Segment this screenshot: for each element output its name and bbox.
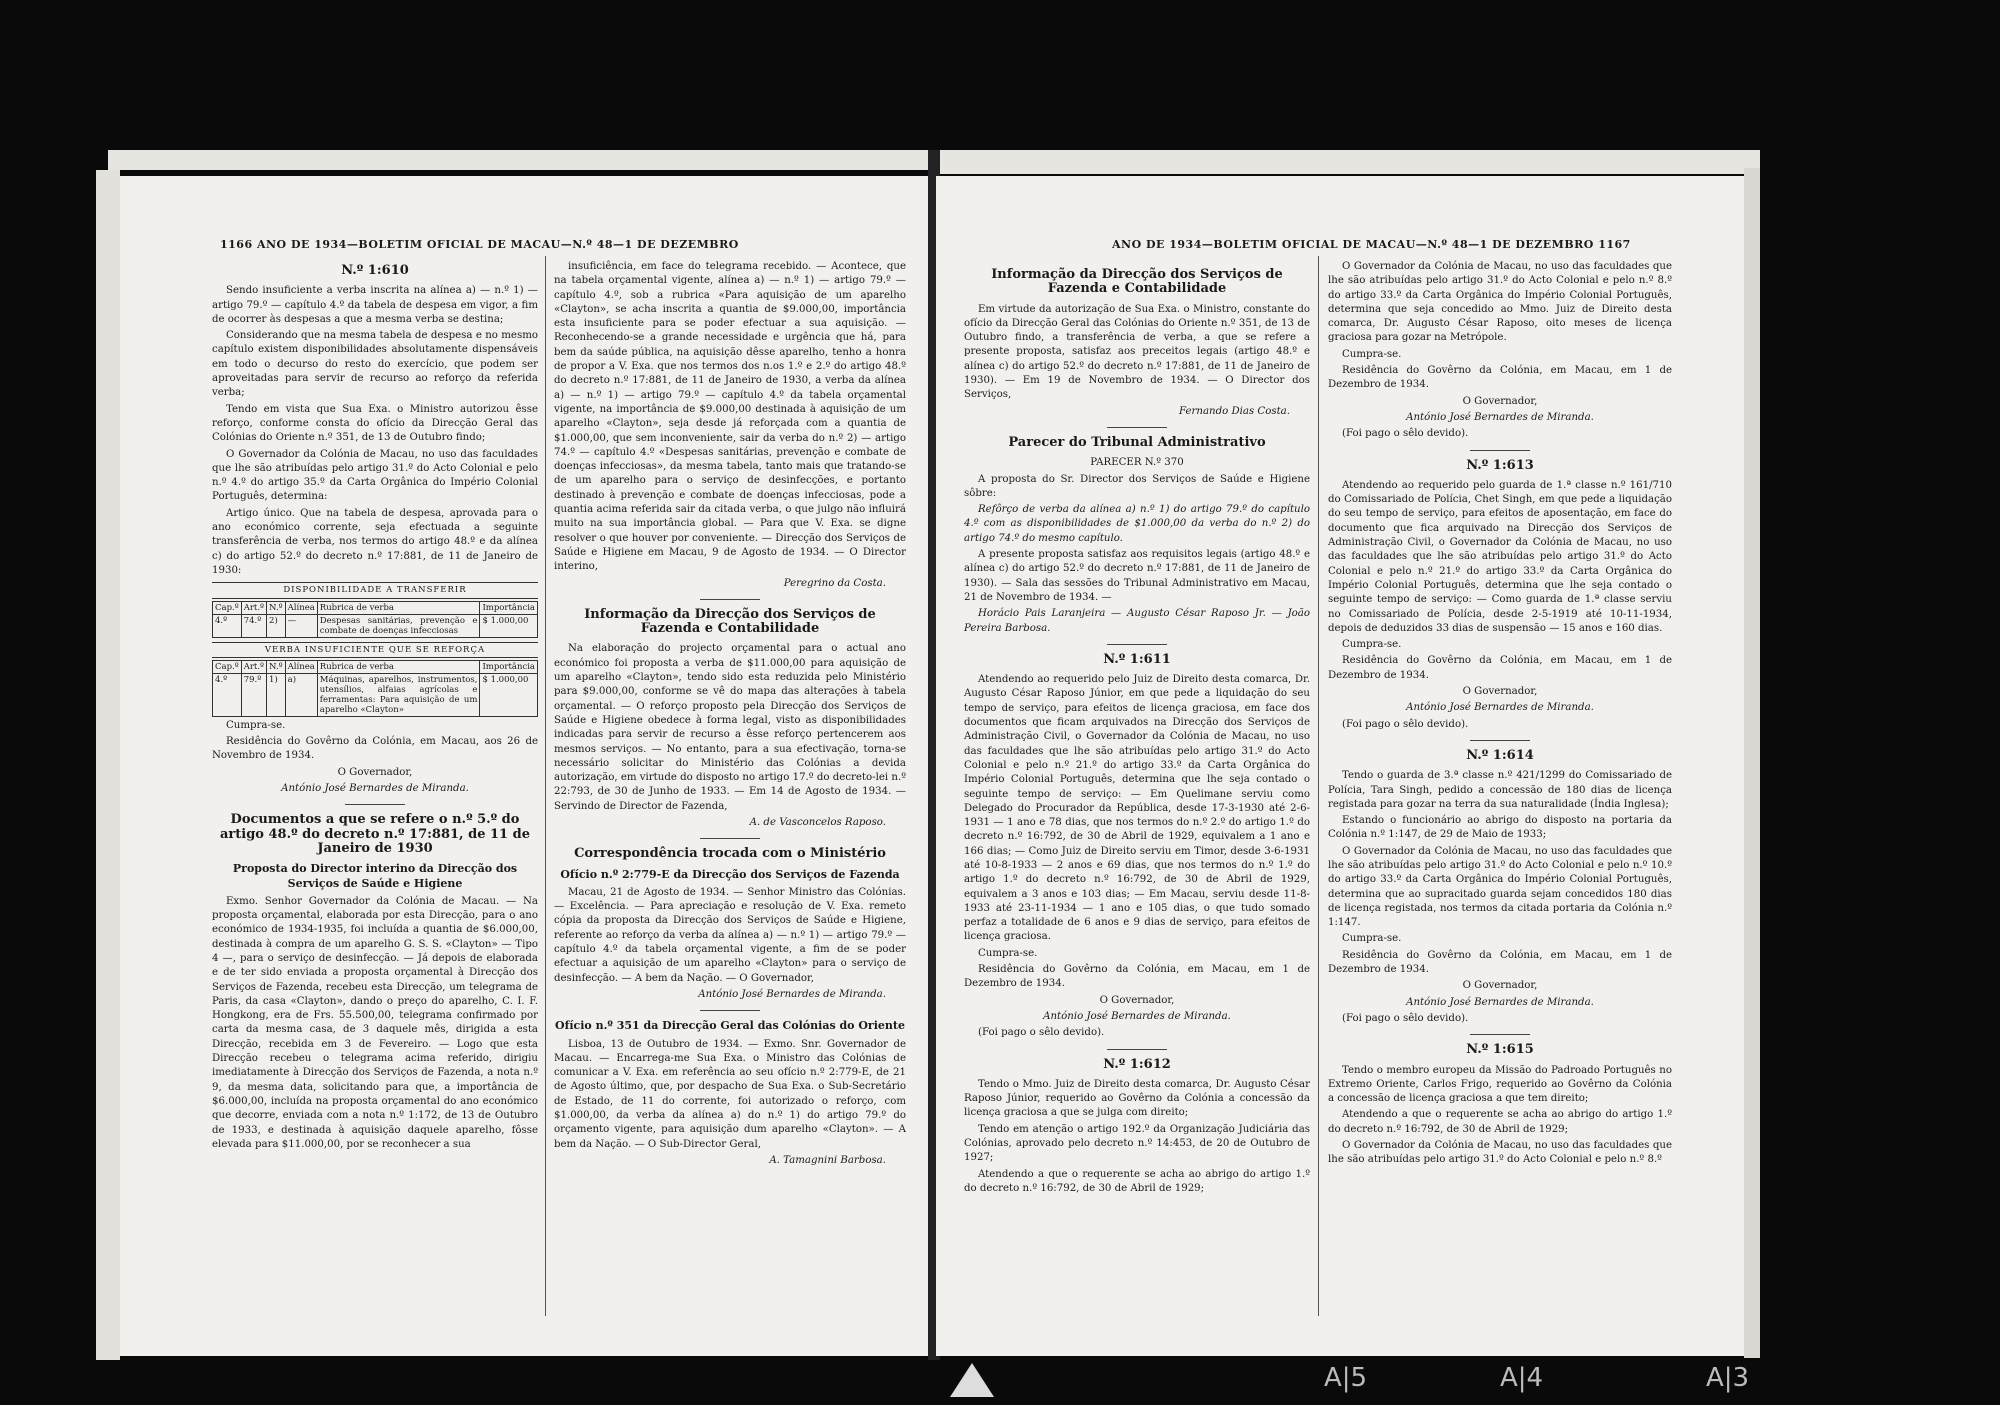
table-cell: 79.º (241, 673, 266, 716)
table-header: Cap.º (213, 601, 242, 614)
reinforce-table (212, 660, 538, 717)
portaria-number: N.º 1:614 (1466, 747, 1534, 763)
subsection-title: Ofício n.º 2:779-E da Direcção dos Serviços de Fazenda (560, 867, 900, 881)
portaria-number: N.º 1:610 (341, 263, 409, 278)
table-cell: 74.º (241, 614, 266, 637)
residence-line: Residência do Govêrno da Colónia, em Macau, em 1 de Dezembro de 1934. (1328, 365, 1672, 391)
right-page (936, 176, 1744, 1356)
signature: António José Bernardes de Miranda. (1406, 411, 1594, 423)
table-caption: DISPONIBILIDADE A TRANSFERIR (212, 582, 538, 598)
paragraph: Macau, 21 de Agosto de 1934. — Senhor Ministro das Colónias. — Excelência. — Para apreciação e resolução de V. Exa. remeto cópia da proposta da Direcção dos Serviços de Saúde e Higiene, referente ao reforço da verba da alínea a) — n.º 1) — artigo 79.º — capítulo 4.º da tabela orçamental vigente, a fim de se poder efectuar a aquisição de um aparelho «Clayton» para o serviço de desinfecção. — A bem da Nação. — O Governador, (554, 886, 906, 984)
paper-stack-edge (940, 150, 1760, 174)
signature: António José Bernardes de Miranda. (1043, 1010, 1231, 1022)
signature: Peregrino da Costa. (783, 577, 886, 589)
paragraph: A presente proposta satisfaz aos requisitos legais (artigo 48.º e alínea c) do artigo 52.º do decreto n.º 17:881, de 11 de Janeiro de 1930). — Sala das sessões do Tribunal Administrativo em Macau, 21 de Novembro de 1934. — (964, 549, 1310, 603)
signature: Fernando Dias Costa. (1178, 405, 1290, 417)
signature: A. de Vasconcelos Raposo. (749, 816, 886, 828)
paragraph: Tendo o Mmo. Juiz de Direito desta comarca, Dr. Augusto César Raposo Júnior, requerido ao Govêrno da Colónia a concessão da licença graciosa a que se julga com direito; (964, 1078, 1310, 1119)
table-row (213, 614, 538, 637)
signature: António José Bernardes de Miranda. (1406, 702, 1594, 714)
table-header: Art.º (241, 601, 266, 614)
portaria-number: N.º 1:615 (1466, 1042, 1534, 1058)
page-header-right: ANO DE 1934—BOLETIM OFICIAL DE MACAU—N.º 48—1 DE DEZEMBRO 1167 (1112, 238, 1631, 251)
residence-line: Residência do Govêrno da Colónia, em Macau, aos 26 de Novembro de 1934. (212, 736, 538, 762)
section-rule (1470, 1034, 1530, 1035)
table-cell: $ 1.000,00 (480, 673, 538, 716)
section-title: Informação da Direcção dos Serviços de Fazenda e Contabilidade (584, 606, 876, 637)
table-cell: 4.º (213, 614, 242, 637)
right-column-2 (1328, 260, 1672, 1170)
paragraph: Estando o funcionário ao abrigo do disposto na portaria da Colónia n.º 1:147, de 29 de Maio de 1933; (1328, 815, 1672, 841)
table-header: Alínea (285, 601, 317, 614)
signature: A. Tamagnini Barbosa. (769, 1154, 886, 1166)
section-rule (1107, 644, 1167, 645)
left-column-1 (212, 260, 538, 1154)
table-header: N.º (267, 660, 286, 673)
cumpra-se: Cumpra-se. (1342, 348, 1402, 360)
section-rule (700, 838, 760, 839)
table-header: N.º (267, 601, 286, 614)
paper-stack-edge (108, 150, 928, 170)
paragraph: Atendendo a que o requerente se acha ao abrigo do artigo 1.º do decreto n.º 16:792, de 30 de Abril de 1929; (1328, 1109, 1672, 1135)
page-header-left: 1166 ANO DE 1934—BOLETIM OFICIAL DE MACAU—N.º 48—1 DE DEZEMBRO (220, 238, 739, 251)
signature: António José Bernardes de Miranda. (281, 783, 469, 795)
table-cell: $ 1.000,00 (480, 614, 538, 637)
paragraph: Atendendo ao requerido pelo Juiz de Direito desta comarca, Dr. Augusto César Raposo Júnior, em que pede a liquidação do seu tempo de serviço, para efeitos de licença graciosa, em face dos documentos que ficam arquivados na Direcção dos Serviços de Administração Civil, o Governador da Colónia de Macau, no uso das faculdades que lhe são atribuídas pelo artigo 31.º do Acto Colonial e pelo n.º 21.º do artigo 33.º da Carta Orgânica do Império Colonial Português, determina que lhe seja contado o seguinte tempo de serviço: — Em Quelimane serviu como Delegado do Procurador da República, desde 17-3-1930 até 2-6-1931 — 1 ano e 78 dias, que nos termos do n.º 2.º do artigo 1.º do decreto n.º 16:792, de 30 de Abril de 1929, equivalem a 1 ano e 166 dias; — Como Juiz de Direito serviu em Timor, desde 3-6-1931 até 10-8-1933 — 2 anos e 69 dias, que nos termos do n.º 1.º do artigo 1.º do decreto n.º 16:792, de 30 de Abril de 1929, equivalem a 3 anos e 103 dias; — Em Macau, serviu desde 11-8-1933 até 23-11-1934 — 1 ano e 105 dias, o que tudo somado perfaz a totalidade de 6 anos e 9 dias de serviço, para efeitos de licença graciosa. (964, 674, 1310, 943)
paragraph: Refôrço de verba da alínea a) n.º 1) do artigo 79.º do capítulo 4.º com as disponibilidades de $1.000,00 da verba do n.º 2) do artigo 74.º do mesmo capítulo. (964, 504, 1310, 544)
table-cell: 1) (267, 673, 286, 716)
frame-mark: A|3 (1706, 1363, 1750, 1393)
paragraph: Sendo insuficiente a verba inscrita na alínea a) — n.º 1) — artigo 79.º — capítulo 4.º da tabela de despesa em vigor, a fim de ocorrer às despesas a que a mesma verba se destina; (212, 285, 538, 325)
section-rule (1470, 740, 1530, 741)
paragraph: Exmo. Senhor Governador da Colónia de Macau. — Na proposta orçamental, elaborada por esta Direcção, para o ano económico de 1934-1935, foi incluída a quantia de $6.000,00, destinada à compra de um aparelho G. S. S. «Clayton» — Tipo 4 —, para o serviço de desinfecção. — Já depois de elaborada e de ter sido enviada a proposta orçamental à Direcção dos Serviços de Fazenda, recebeu esta Direcção, um telegrama de Paris, da casa «Clayton», dando o preço do aparelho, C. I. F. Hongkong, era de Frs. 55.500,00, telegrama confirmado por carta da mesma casa, de 3 daquele mês, dirigida a esta Direcção, recebida em 3 de Fevereiro. — Logo que esta Direcção recebeu o telegrama acima referido, dirigiu imediatamente à Direcção dos Serviços de Fazenda, a nota n.º 9, da mesma data, solicitando para que, a importância de $6.000,00, incluída na proposta orçamental do ano económico que decorre, enviada com a nota n.º 1:172, de 13 de Outubro de 1933, e destinada à aquisição daquele aparelho, fôsse elevada para $11.000,00, por se reconhecer a sua (212, 895, 538, 1150)
left-column-2 (554, 260, 906, 1170)
signature: António José Bernardes de Miranda. (1406, 996, 1594, 1008)
parecer-number: PARECER N.º 370 (1090, 457, 1184, 469)
paragraph: O Governador da Colónia de Macau, no uso das faculdades que lhe são atribuídas pelo artigo 31.º do Acto Colonial e pelo n.º 4.º do artigo 35.º da Carta Orgânica do Império Colonial Português, determina: (212, 448, 538, 503)
paragraph: Artigo único. Que na tabela de despesa, aprovada para o ano económico corrente, seja efectuada a seguinte transferência de verba, nos termos do artigo 48.º e da alínea c) do artigo 52.º do decreto n.º 17:881, de 11 de Janeiro de 1930: (212, 507, 538, 576)
paragraph: Atendendo a que o requerente se acha ao abrigo do artigo 1.º do decreto n.º 16:792, de 30 de Abril de 1929; (964, 1168, 1310, 1194)
column-divider (545, 256, 546, 1316)
triangle-marker-icon (950, 1363, 994, 1397)
table-row (213, 673, 538, 716)
table-header: Importância (480, 660, 538, 673)
table-cell: Máquinas, aparelhos, instrumentos, utensílios, alfaias agrícolas e ferramentas: Para aquisição de um aparelho «Clayton» (317, 673, 480, 716)
stamp-note: (Foi pago o sêlo devido). (1342, 428, 1469, 440)
stamp-note: (Foi pago o sêlo devido). (1342, 718, 1469, 730)
film-footer (0, 1355, 2000, 1405)
paragraph: Em virtude da autorização de Sua Exa. o Ministro, constante do ofício da Direcção Geral das Colónias do Oriente n.º 351, de 13 de Outubro findo, a transferência de verba, a que se refere a presente proposta, satisfaz aos preceitos legais (artigo 48.º e alínea c) do artigo 52.º do decreto n.º 17:881, de 11 de Janeiro de 1930). — Em 19 de Novembro de 1934. — O Director dos Serviços, (964, 303, 1310, 401)
paragraph: Atendendo ao requerido pelo guarda de 1.ª classe n.º 161/710 do Comissariado de Polícia, Chet Singh, em que pede a liquidação do seu tempo de serviço, para efeitos de aposentação, em face do documento que fica arquivado na Direcção dos Serviços de Administração Civil, o Governador da Colónia de Macau, no uso das faculdades que lhe são atribuídas pelo artigo 31.º do Acto Colonial e pelo n.º 21.º do artigo 33.º da Carta Orgânica do Império Colonial Português, determina que lhe seja contado o seguinte tempo de serviço: — Como guarda de 1.ª classe serviu no Comissariado de Polícia, desde 2-5-1919 até 10-11-1934, depois de deduzidos 33 dias de suspensão — 15 anos e 160 dias. (1328, 479, 1672, 634)
paragraph: Tendo em vista que Sua Exa. o Ministro autorizou êsse reforço, conforme consta do ofício da Direcção Geral das Colónias do Oriente n.º 351, de 13 de Outubro findo; (212, 403, 538, 444)
section-rule (1470, 450, 1530, 451)
table-header: Importância (480, 601, 538, 614)
cumpra-se: Cumpra-se. (1342, 639, 1402, 651)
paragraph: Considerando que na mesma tabela de despesa e no mesmo capítulo existem disponibilidades absolutamente dispensáveis em todo o decurso do resto do exercício, que podem ser aproveitadas para servir de recurso ao reforço da referida verba; (212, 330, 538, 399)
governor-title: O Governador, (1462, 395, 1538, 407)
table-header: Art.º (241, 660, 266, 673)
paragraph: O Governador da Colónia de Macau, no uso das faculdades que lhe são atribuídas pelo artigo 31.º do Acto Colonial e pelo n.º 8.º do artigo 33.º da Carta Orgânica do Império Colonial Português, determina que seja concedido ao Mmo. Juiz de Direito desta comarca, Dr. Augusto César Raposo, oito meses de licença graciosa para gozar na Metrópole. (1328, 261, 1672, 344)
section-title: Correspondência trocada com o Ministério (574, 846, 886, 862)
subsection-title: Proposta do Director interino da Direcção dos Serviços de Saúde e Higiene (232, 862, 518, 890)
right-column-1 (964, 260, 1310, 1198)
portaria-number: N.º 1:611 (1103, 651, 1171, 667)
paragraph: Tendo em atenção o artigo 192.º da Organização Judiciária das Colónias, aprovado pelo decreto n.º 14:453, de 20 de Outubro de 1927; (964, 1123, 1310, 1164)
governor-title: O Governador, (1462, 686, 1538, 698)
section-rule (345, 804, 405, 805)
column-divider (1318, 256, 1319, 1316)
signature: Horácio Pais Laranjeira — Augusto César Raposo Jr. — João Pereira Barbosa. (964, 608, 1310, 634)
section-title: Informação da Direcção dos Serviços de Fazenda e Contabilidade (991, 267, 1283, 297)
paragraph: insuficiência, em face do telegrama recebido. — Acontece, que na tabela orçamental vigente, alínea a) — n.º 1) — artigo 79.º — capítulo 4.º, sob a rubrica «Para aquisição de um aparelho «Clayton», se acha inscrita a quantia de $9.000,00, importância esta insuficiente para se poder efectuar a sua aquisição. — Reconhecendo-se a grande necessidade e urgência que há, para bem da saúde pública, na aquisição dêsse aparelho, tenho a honra de propor a V. Exa. que nos termos dos n.os 1.º e 2.º do artigo 48.º do decreto n.º 17:881, de 11 de Janeiro de 1930, a verba da alínea a) — n.º 1) — artigo 79.º — capítulo 4.º da tabela orçamental vigente, na importância de $9.000,00 destinada à aquisição de um aparelho «Clayton», seja desde já reforçada com a quantia de $1.000,00, que sem inconveniente, sair da verba do n.º 2) — artigo 74.º — capítulo 4.º «Despesas sanitárias, prevenção e combate de doenças infecciosas», da mesma tabela, tanto mais que tratando-se de um aparelho para o serviço de desinfecções, e portanto destinado à prevenção e combate de doenças infecciosas, pode a quantia acima referida sair da citada verba, o que julgo não influirá muito na sua importância global. — Para que V. Exa. se digne resolver o que houver por conveniente. — Direcção dos Serviços de Saúde e Higiene em Macau, 9 de Agosto de 1934. — O Director interino, (554, 261, 906, 573)
section-title: Documentos a que se refere o n.º 5.º do artigo 48.º do decreto n.º 17:881, de 11 de Janeiro de 1930 (220, 812, 530, 856)
table-header: Rubrica de verba (317, 601, 480, 614)
subsection-title: Ofício n.º 351 da Direcção Geral das Colónias do Oriente (555, 1019, 905, 1033)
section-rule (1107, 427, 1167, 428)
paragraph: O Governador da Colónia de Macau, no uso das faculdades que lhe são atribuídas pelo artigo 31.º do Acto Colonial e pelo n.º 10.º do artigo 33.º da Carta Orgânica do Império Colonial Português, determina que ao supracitado guarda sejam concedidos 180 dias de licença registada, nos termos da citada portaria da Colónia n.º 1:147. (1328, 845, 1672, 929)
stamp-note: (Foi pago o sêlo devido). (978, 1027, 1105, 1039)
paragraph: Tendo o guarda de 3.ª classe n.º 421/1299 do Comissariado de Polícia, Tara Singh, pedido a concessão de 180 dias de licença registada para gozar na terra da sua naturalidade (Índia Inglesa); (1328, 770, 1672, 810)
frame-mark: A|4 (1500, 1363, 1544, 1393)
portaria-number: N.º 1:613 (1466, 457, 1534, 473)
cumpra-se: Cumpra-se. (1342, 933, 1402, 945)
table-header: Alínea (285, 660, 317, 673)
table-header: Rubrica de verba (317, 660, 480, 673)
paper-stack-edge (1744, 168, 1760, 1358)
section-title: Parecer do Tribunal Administrativo (1008, 434, 1266, 450)
table-caption: VERBA INSUFICIENTE QUE SE REFORÇA (212, 642, 538, 658)
table-cell: — (285, 614, 317, 637)
governor-title: O Governador, (337, 766, 413, 778)
table-cell: 4.º (213, 673, 242, 716)
stamp-note: (Foi pago o sêlo devido). (1342, 1012, 1469, 1024)
governor-title: O Governador, (1099, 994, 1175, 1006)
cumpra-se: Cumpra-se. (226, 719, 286, 731)
residence-line: Residência do Govêrno da Colónia, em Macau, em 1 de Dezembro de 1934. (964, 964, 1310, 990)
paragraph: A proposta do Sr. Director dos Serviços de Saúde e Higiene sôbre: (964, 473, 1310, 499)
cumpra-se: Cumpra-se. (978, 947, 1038, 959)
table-cell: 2) (267, 614, 286, 637)
section-rule (700, 1010, 760, 1011)
section-rule (700, 599, 760, 600)
residence-line: Residência do Govêrno da Colónia, em Macau, em 1 de Dezembro de 1934. (1328, 655, 1672, 681)
paragraph: O Governador da Colónia de Macau, no uso das faculdades que lhe são atribuídas pelo artigo 31.º do Acto Colonial e pelo n.º 8.º (1328, 1140, 1672, 1166)
left-page (120, 176, 934, 1356)
residence-line: Residência do Govêrno da Colónia, em Macau, em 1 de Dezembro de 1934. (1328, 949, 1672, 976)
table-header: Cap.º (213, 660, 242, 673)
signature: António José Bernardes de Miranda. (698, 988, 886, 1000)
table-cell: Despesas sanitárias, prevenção e combate de doenças infecciosas (317, 614, 480, 637)
paper-stack-edge (96, 170, 120, 1360)
section-rule (1107, 1049, 1167, 1050)
frame-mark: A|5 (1324, 1363, 1368, 1393)
portaria-number: N.º 1:612 (1103, 1056, 1171, 1072)
governor-title: O Governador, (1462, 980, 1538, 992)
table-cell: a) (285, 673, 317, 716)
paragraph: Lisboa, 13 de Outubro de 1934. — Exmo. Snr. Governador de Macau. — Encarrega-me Sua Exa. o Ministro das Colónias de comunicar a V. Exa. em referência ao seu ofício n.º 2:779-E, de 21 de Agosto último, que, por despacho de Sua Exa. o Sub-Secretário de Estado, de 11 do corrente, foi autorizado o reforço, com $1.000,00, da verba da alínea a) do n.º 1) do artigo 79.º do orçamento vigente, para aquisição dum aparelho «Clayton». — A bem da Nação. — O Sub-Director Geral, (554, 1038, 906, 1150)
transfer-table (212, 601, 538, 638)
paragraph: Tendo o membro europeu da Missão do Padroado Português no Extremo Oriente, Carlos Frigo, requerido ao Govêrno da Colónia a concessão de licença graciosa a que tem direito; (1328, 1064, 1672, 1105)
paragraph: Na elaboração do projecto orçamental para o actual ano económico foi proposta a verba de $11.000,00 para aquisição de um aparelho «Clayton», tendo sido esta reduzida pelo Ministério para $9.000,00, conforme se vê do mapa das alterações à tabela orçamental. — O reforço proposto pela Direcção dos Serviços de Saúde e Higiene obedece à forma legal, visto as disponibilidades indicadas para servir de recurso a êsse reforço pertencerem aos mesmos serviços. — No entanto, para a sua efectivação, torna-se necessário solicitar do Ministério das Colónias a devida autorização, em virtude do disposto no artigo 17.º do decreto-lei n.º 22:793, de 30 de Junho de 1933. — Em 14 de Agosto de 1934. — Servindo de Director de Fazenda, (554, 643, 906, 812)
